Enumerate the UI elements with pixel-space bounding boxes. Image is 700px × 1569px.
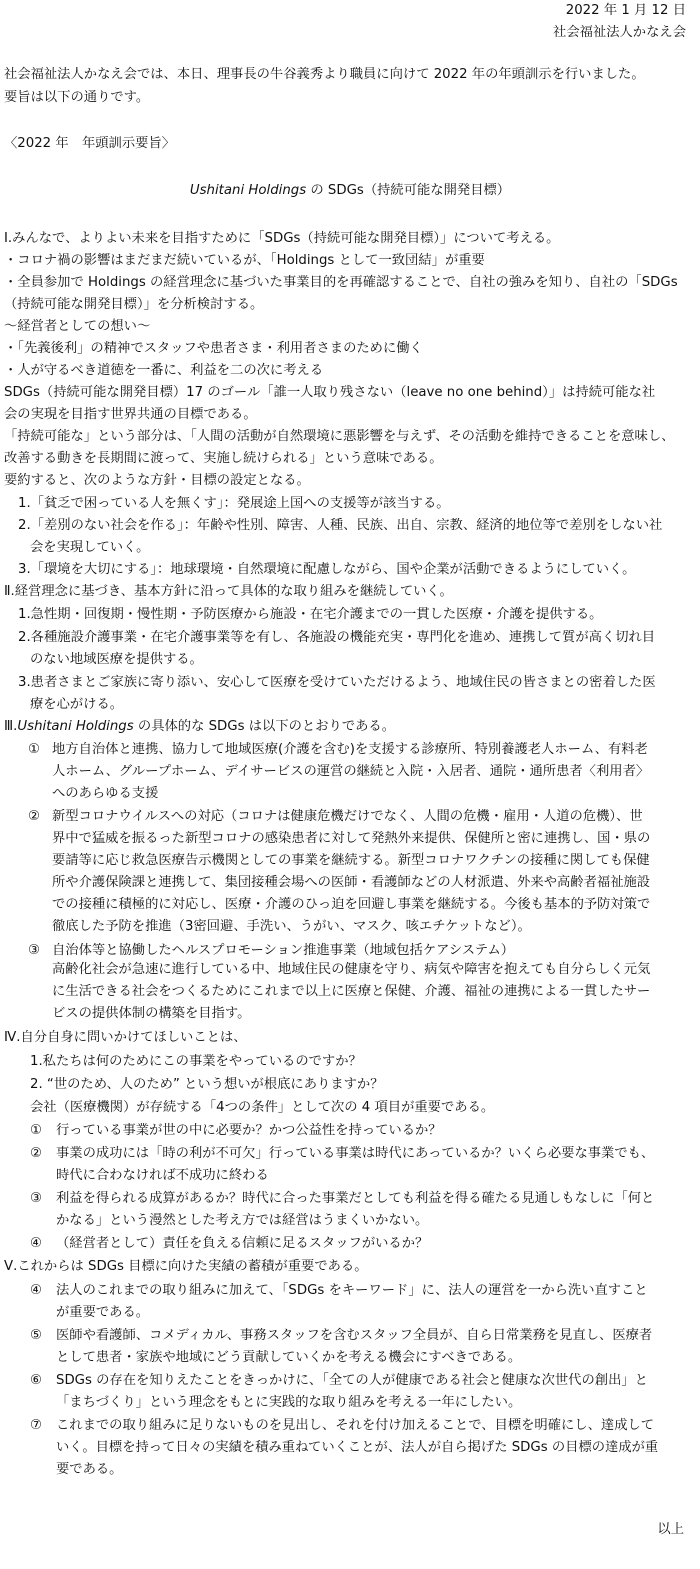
item-number: ②: [28, 809, 40, 824]
item-number: ⑦: [30, 1418, 42, 1433]
text-line: （持続可能な開発目標）」を分析検討する。: [4, 297, 264, 312]
list-item: 1.急性期・回復期・慢性期・予防医療から施設・在宅介護までの一貫した医療・介護を提供する。: [18, 607, 603, 622]
list-item: 1.「貧乏で困っている人を無くす」：発展途上国への支援等が該当する。: [18, 496, 450, 511]
item-number: ③: [30, 1191, 42, 1206]
section-heading: Ⅰ.みんなで、よりよい未来を目指すために「SDGs（持続可能な開発目標）」について考える。: [4, 231, 560, 246]
item-number: ④: [30, 1236, 42, 1251]
item-line: に生活できる社会をつくるためにこれまで以上に医療と保健、介護、福祉の連携による一貫したサー: [52, 984, 651, 999]
list-item: 2.各種施設介護事業・在宅介護事業等を有し、各施設の機能充実・専門化を進め、連携して質が高く切れ目: [18, 630, 656, 645]
item-line: 事業の成功には「時の利が不可欠」行っている事業は時代にあっているか？いくら必要な事業でも、: [56, 1146, 655, 1161]
item-line: 自治体等と協働したヘルスプロモーション推進事業（地域包括ケアシステム）: [52, 943, 515, 958]
item-line: 所や介護保険課と連携して、集団接種会場への医師・看護師などの人材派遣、外来や高齢者福祉施設: [52, 875, 651, 890]
list-item-continued: 療を心がける。: [30, 697, 124, 712]
heading-company: Ushitani Holdings: [17, 719, 134, 734]
heading-text: の具体的な SDGs は以下のとおりである。: [133, 719, 396, 734]
note-line: 会社（医療機関）が存続する「4つの条件」として次の 4 項目が重要である。: [30, 1100, 495, 1115]
item-line: （経営者として）責任を負える信頼に足るスタッフがいるか？: [56, 1236, 429, 1251]
item-number: ⑤: [30, 1328, 42, 1343]
question-line: 2. “世のため、人のため” という想いが根底にありますか？: [30, 1077, 384, 1092]
section-numeral: Ⅲ.: [4, 719, 18, 734]
item-line: 要である。: [56, 1462, 123, 1477]
list-item: 3.患者さまとご家族に寄り添い、安心して医療を受けていただけるよう、地域住民の皆さまとの密着した医: [18, 675, 656, 690]
section-heading: Ⅴ.これからは SDGs 目標に向けた実績の蓄積が重要である。: [4, 1259, 368, 1274]
text-line: ・全員参加で Holdings の経営理念に基づいた事業目的を再確認することで、自社の強みを知り、自社の「SDGs: [4, 275, 678, 290]
item-line: 医師や看護師、コメディカル、事務スタッフを含むスタッフ全員が、自ら日常業務を見直し、医療者: [56, 1328, 653, 1343]
item-line: 要請等に応じ救急医療告示機関としての事業を継続する。新型コロナワクチンの接種に関しても保健: [52, 853, 650, 868]
text-line: ・「先義後利」の精神でスタッフや患者さま・利用者さまのために働く: [4, 341, 423, 356]
item-line: 時代に合わなければ不成功に終わる: [56, 1168, 269, 1183]
item-line: 法人のこれまでの取り組みに加えて、「SDGs をキーワード」に、法人の運営を一から洗い直すこと: [56, 1283, 648, 1298]
document-date: 2022 年 1 月 12 日: [565, 3, 686, 18]
text-line: 改善する動きを長期間に渡って、実施し続けられる」という意味である。: [4, 451, 443, 466]
text-line: 「持続可能な」という部分は、「人間の活動が自然環境に悪影響を与えず、その活動を維持できることを意味し、: [4, 429, 675, 444]
text-line: 要約すると、次のような方針・目標の設定となる。: [4, 473, 310, 488]
text-line: SDGs（持続可能な開発目標）17 のゴール「誰一人取り残さない（leave no one behind）」は持続可能な社: [4, 385, 656, 400]
list-item-continued: 会を実現していく。: [30, 540, 150, 555]
closing-mark: 以上: [657, 1522, 684, 1537]
summary-heading: 〈2022 年 年頭訓示要旨〉: [4, 136, 176, 151]
intro-line: 社会福祉法人かなえ会では、本日、理事長の牛谷義秀より職員に向けて 2022 年の年頭訓示を行いました。: [4, 67, 645, 82]
item-line: 行っている事業が世の中に必要か？かつ公益性を持っているか？: [56, 1123, 442, 1138]
list-item-continued: のない地域医療を提供する。: [30, 652, 203, 667]
item-line: 人ホーム、グループホーム、デイサービスの運営の継続と入院・入居者、通院・通所患者〈利用者〉: [52, 764, 650, 779]
item-line: での接種に積極的に対応し、医療・介護のひっ迫を回避し事業を継続する。今後も基本的予防対策で: [52, 897, 651, 912]
item-number: ①: [30, 1123, 42, 1138]
item-line: が重要である。: [56, 1305, 150, 1320]
item-line: 徹底した予防を推進（3密回避、手洗い、うがい、マスク、咳エチケットなど）。: [52, 919, 531, 934]
question-line: 1.私たちは何のためにこの事業をやっているのですか？: [30, 1054, 362, 1069]
text-line: 会の実現を目指す世界共通の目標である。: [4, 407, 257, 422]
item-number: ④: [30, 1283, 42, 1298]
item-number: ①: [28, 742, 40, 757]
item-line: 界中で猛威を振るった新型コロナの感染患者に対して発熱外来提供、保健所と密に連携し、国・県の: [52, 831, 651, 846]
title-company: Ushitani Holdings: [189, 183, 307, 198]
item-line: 高齢化社会が急速に進行している中、地域住民の健康を守り、病気や障害を抱えても自分らしく元気: [52, 962, 651, 977]
item-line: これまでの取り組みに足りないものを見出し、それを付け加えることで、目標を明確にし、達成して: [56, 1418, 655, 1433]
title-text: の SDGs（持続可能な開発目標）: [306, 183, 511, 198]
item-number: ③: [28, 943, 40, 958]
item-line: ビスの提供体制の構築を目指す。: [52, 1006, 251, 1021]
text-line: ・人が守るべき道徳を一番に、利益を二の次に考える: [4, 363, 324, 378]
document-organization: 社会福祉法人かなえ会: [553, 25, 686, 40]
document-title: [0, 180, 700, 202]
item-line: 新型コロナウイルスへの対応（コロナは健康危機だけでなく、人間の危機・雇用・人道の危機）、世: [52, 809, 643, 824]
list-item: 3.「環境を大切にする」：地球環境・自然環境に配慮しながら、国や企業が活動できるようにしていく。: [18, 562, 636, 577]
item-line: 地方自治体と連携、協力して地域医療(介護を含む)を支援する診療所、特別養護老人ホーム、有料老: [52, 742, 648, 757]
text-line: ・コロナ禍の影響はまだまだ続いているが、「Holdings として一致団結」が重要: [4, 253, 485, 268]
list-item: 2.「差別のない社会を作る」：年齢や性別、障害、人種、民族、出自、宗教、経済的地位等で差別をしない社: [18, 518, 663, 533]
item-number: ②: [30, 1146, 42, 1161]
item-line: として患者・家族や地域にどう貢献していくかを考える機会にすべきである。: [56, 1350, 522, 1365]
item-line: へのあらゆる支援: [52, 786, 159, 801]
item-line: かなる」という漫然とした考え方では経営はうまくいかない。: [56, 1213, 429, 1228]
item-line: いく。目標を持って日々の実績を積み重ねていくことが、法人が自ら掲げた SDGs の目標の達成が重: [56, 1440, 659, 1455]
section-heading: Ⅱ.経営理念に基づき、基本方針に沿って具体的な取り組みを継続していく。: [4, 584, 453, 599]
text-line: ～経営者としての想い～: [4, 319, 151, 334]
item-line: 「まちづくり」という理念をもとに実践的な取り組みを考える一年にしたい。: [56, 1395, 522, 1410]
item-line: SDGs の存在を知りえたことをきっかけに、「全ての人が健康である社会と健康な次世代の創出」と: [56, 1373, 648, 1388]
item-number: ⑥: [30, 1373, 42, 1388]
section-heading: [4, 716, 692, 738]
intro-line: 要旨は以下の通りです。: [4, 90, 150, 105]
item-line: 利益を得られる成算があるか？時代に合った事業だとしても利益を得る確たる見通しもなしに「何と: [56, 1191, 655, 1206]
section-heading: Ⅳ.自分自身に問いかけてほしいことは、: [4, 1030, 247, 1045]
